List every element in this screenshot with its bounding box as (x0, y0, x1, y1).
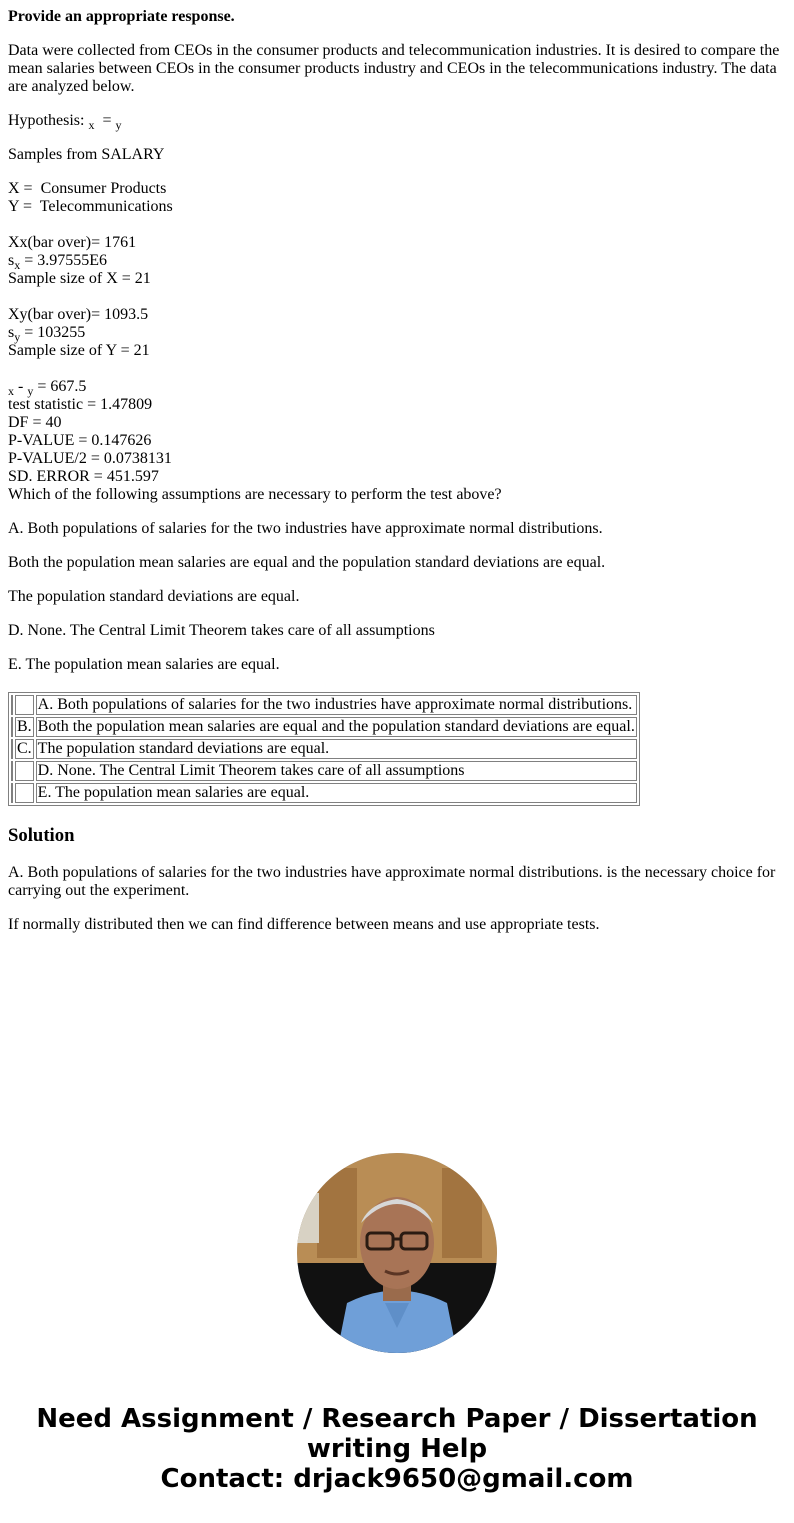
choice-text[interactable]: D. None. The Central Limit Theorem takes care of all assumptions (36, 761, 637, 781)
hypothesis-line (8, 112, 788, 130)
choice-letter: C. (17, 740, 32, 757)
footer-line-3: Contact: drjack9650@gmail.com (160, 1464, 634, 1494)
intro-paragraph: Data were collected from CEOs in the consumer products and telecommunication industries. It is desired to compare the mean salaries between CEOs in the consumer products industry and CEOs in the telecommunications industry. The data are analyzed below. (8, 42, 780, 95)
footer-contact (0, 1404, 794, 1494)
diff-y: y (27, 384, 34, 398)
y-mean: Xy(bar over)= 1093.5 (8, 306, 149, 323)
choice-letter (15, 761, 34, 781)
hypothesis-label: Hypothesis: (8, 112, 85, 129)
y-stats (8, 306, 788, 360)
row-marker (11, 717, 13, 737)
diff-x: x (8, 384, 14, 398)
hypothesis-y: y (115, 118, 122, 132)
y-definition: Y = Telecommunications (8, 198, 173, 215)
p-value-half: P-VALUE/2 = 0.0738131 (8, 450, 172, 467)
choice-text[interactable]: The population standard deviations are equal. (36, 739, 637, 759)
x-sample-size: Sample size of X = 21 (8, 270, 151, 287)
footer-line-2: writing Help (306, 1434, 488, 1464)
option-line-e: E. The population mean salaries are equal. (8, 656, 280, 673)
row-marker (11, 695, 13, 715)
table-row[interactable] (11, 717, 637, 737)
choice-text[interactable]: A. Both populations of salaries for the two industries have approximate normal distributions. (36, 695, 637, 715)
document (8, 8, 788, 950)
y-sd-var: s (8, 324, 15, 341)
solution-heading: Solution (8, 825, 75, 846)
table-row[interactable] (11, 695, 637, 715)
prompt-heading: Provide an appropriate response. (8, 8, 235, 25)
row-marker (11, 739, 13, 759)
choice-text[interactable]: Both the population mean salaries are equal and the population standard deviations are equal. (37, 718, 635, 735)
solution-text: A. Both populations of salaries for the two industries have approximate normal distributions. is the necessary choice for carrying out the experiment. (8, 864, 776, 899)
test-results (8, 378, 788, 486)
x-sd-val: = 3.97555E6 (20, 252, 108, 269)
y-sd-sub: y (14, 330, 21, 344)
y-sd (8, 324, 788, 342)
variable-definitions (8, 180, 788, 216)
choice-letter (15, 695, 34, 715)
tutor-photo-avatar (297, 1153, 497, 1353)
diff-minus: - (14, 378, 28, 395)
hypothesis-x: x (88, 118, 95, 132)
x-sd-var: s (8, 252, 15, 269)
sd-error: SD. ERROR = 451.597 (8, 468, 159, 485)
x-mean: Xx(bar over)= 1761 (8, 234, 137, 251)
x-sd (8, 252, 788, 270)
p-value: P-VALUE = 0.147626 (8, 432, 152, 449)
choice-letter (15, 783, 34, 803)
y-sample-size: Sample size of Y = 21 (8, 342, 150, 359)
option-line-c: The population standard deviations are equal. (8, 588, 300, 605)
hypothesis-eq: = (102, 112, 112, 129)
test-statistic: test statistic = 1.47809 (8, 396, 153, 413)
answer-choices-table (8, 692, 640, 806)
option-line-d: D. None. The Central Limit Theorem takes care of all assumptions (8, 622, 435, 639)
solution-note: If normally distributed then we can find difference between means and use appropriate tests. (8, 916, 600, 933)
row-marker (11, 783, 13, 803)
table-row[interactable] (11, 761, 637, 781)
question: Which of the following assumptions are necessary to perform the test above? (8, 486, 502, 503)
x-definition: X = Consumer Products (8, 180, 167, 197)
mean-difference (8, 378, 788, 396)
option-line-b: Both the population mean salaries are equal and the population standard deviations are equal. (8, 554, 606, 571)
table-row[interactable] (11, 783, 637, 803)
y-sd-val: = 103255 (20, 324, 86, 341)
samples-from: Samples from SALARY (8, 146, 165, 163)
choice-text[interactable]: E. The population mean salaries are equal. (36, 783, 637, 803)
option-line-a: A. Both populations of salaries for the two industries have approximate normal distributions. (8, 520, 603, 537)
x-stats (8, 234, 788, 288)
diff-value: = 667.5 (33, 378, 87, 395)
x-sd-sub: x (14, 258, 21, 272)
row-marker (11, 761, 13, 781)
choice-letter: B. (17, 718, 32, 735)
table-row[interactable] (11, 739, 637, 759)
degrees-of-freedom: DF = 40 (8, 414, 62, 431)
footer-line-1: Need Assignment / Research Paper / Dissertation (36, 1404, 758, 1434)
